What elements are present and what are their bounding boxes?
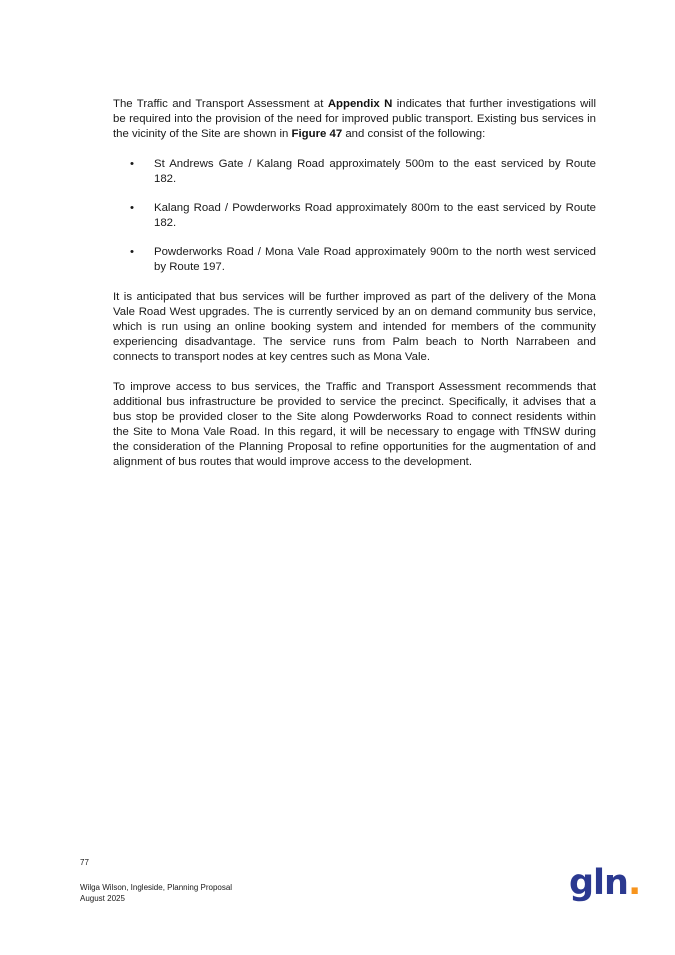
document-body [113,97,596,485]
intro-text-2: indicates that further investigations will be required into the provision of the need for improved public transport. Existing bus services in the vicinity of the Site are shown in [113,98,596,140]
logo-text: gln [569,863,628,903]
list-item [113,201,596,231]
document-footer [80,882,232,904]
figure-reference: Figure 47 [291,128,343,140]
intro-paragraph [113,97,596,142]
list-item [113,157,596,187]
list-item-text: St Andrews Gate / Kalang Road approximately 500m to the east serviced by Route 182. [154,158,596,185]
list-item-text: Powderworks Road / Mona Vale Road approximately 900m to the north west serviced by Route 197. [154,246,596,273]
bus-services-list [113,157,596,275]
intro-text-1: The Traffic and Transport Assessment at [113,98,328,110]
upgrades-paragraph: It is anticipated that bus services will be further improved as part of the delivery of the Mona Vale Road West upgrades. The is currently serviced by an on demand community bus service, which is run using an online booking system and intended for members of the community experiencing disadvantage. The service runs from Palm beach to North Narrabeen and connects to transport nodes at key centres such as Mona Vale. [113,291,596,363]
bullet-icon: • [130,158,134,170]
footer-date: August 2025 [80,894,125,903]
logo-dot: . [627,863,641,903]
list-item [113,245,596,275]
intro-text-3: and consist of the following: [342,128,486,140]
gln-logo [569,863,641,903]
footer-title: Wilga Wilson, Ingleside, Planning Proposal [80,883,233,892]
bullet-icon: • [130,202,134,214]
recommendation-paragraph: To improve access to bus services, the Traffic and Transport Assessment recommends that additional bus infrastructure be provided to service the precinct. Specifically, it advises that a bus stop be provided closer to the Site along Powderworks Road to connect residents within the Site to Mona Vale Road. In this regard, it will be necessary to engage with TfNSW during the consideration of the Planning Proposal to refine opportunities for the augmentation of and alignment of bus routes that would improve access to the development. [113,381,596,468]
appendix-reference: Appendix N [327,98,393,110]
list-item-text: Kalang Road / Powderworks Road approximately 800m to the east serviced by Route 182. [154,202,596,229]
page-number: 77 [80,858,89,867]
bullet-icon: • [130,246,134,258]
